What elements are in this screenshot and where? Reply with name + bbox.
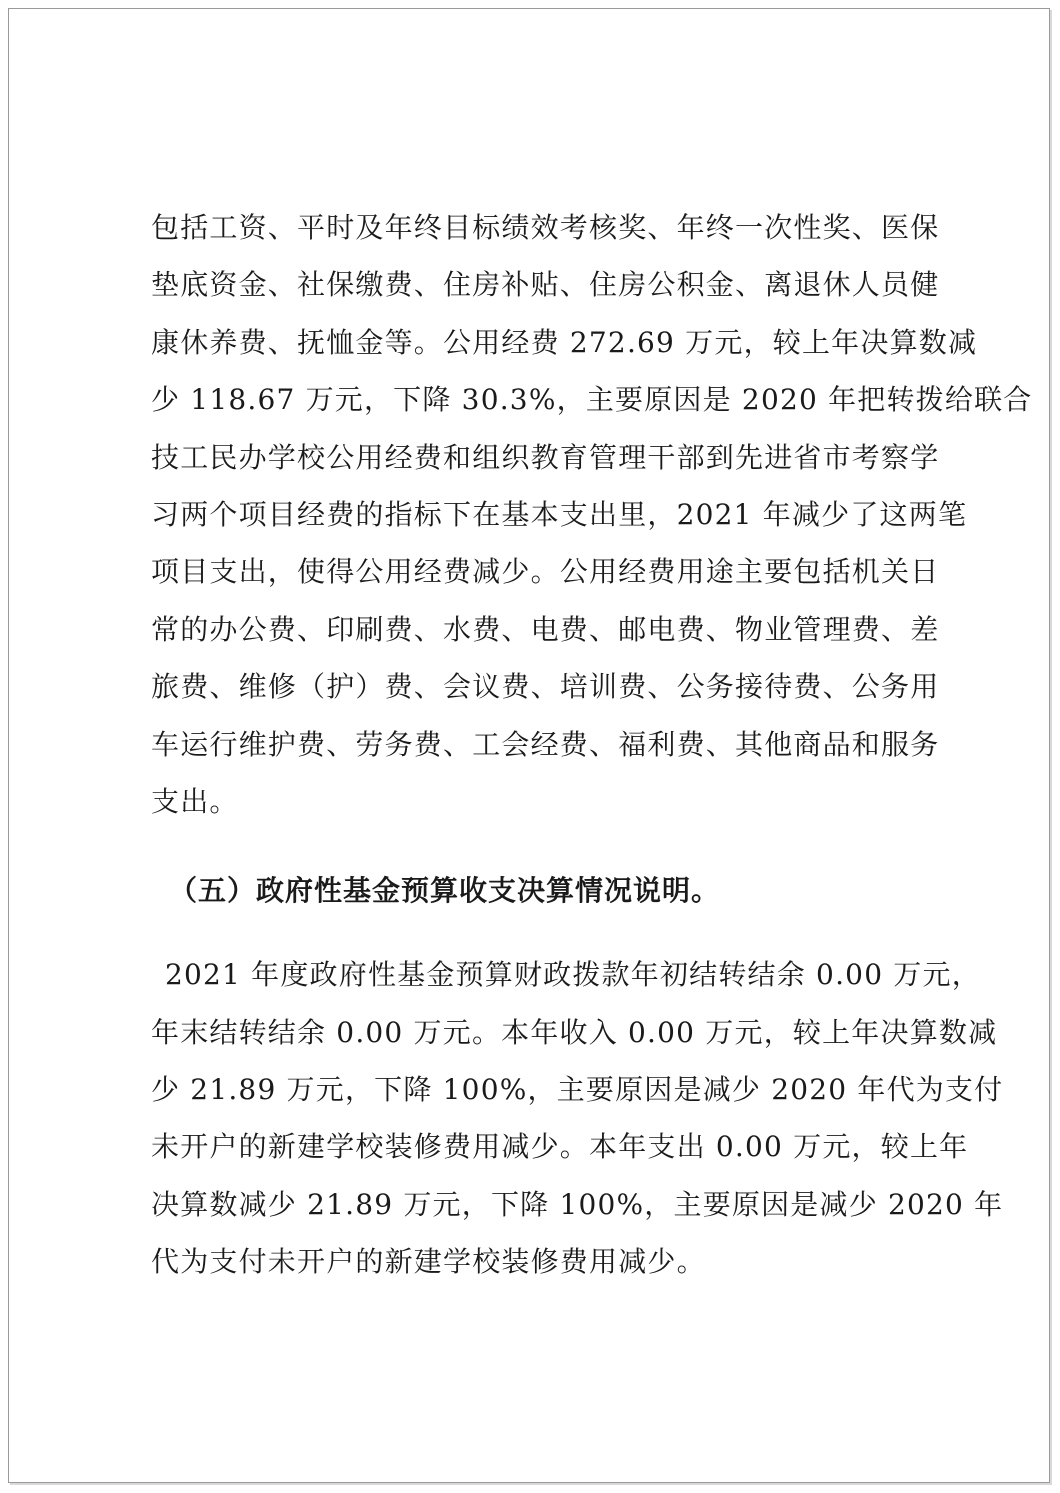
- paragraph-line: 垫底资金、社保缴费、住房补贴、住房公积金、离退休人员健: [151, 268, 940, 302]
- paragraph-line: 少 118.67 万元，下降 30.3%，主要原因是 2020 年把转拨给联合: [151, 383, 1033, 417]
- paragraph-line: 少 21.89 万元，下降 100%，主要原因是减少 2020 年代为支付: [151, 1073, 1004, 1107]
- paragraph-line: 技工民办学校公用经费和组织教育管理干部到先进省市考察学: [151, 440, 940, 474]
- paragraph-line: 旅费、维修（护）费、会议费、培训费、公务接待费、公务用: [151, 670, 940, 704]
- paragraph-personnel-and-public-expenses: [151, 199, 1033, 830]
- paragraph-line: 支出。: [151, 784, 239, 818]
- paragraph-government-fund-budget: [151, 946, 1004, 1290]
- paragraph-line: 习两个项目经费的指标下在基本支出里，2021 年减少了这两笔: [151, 497, 968, 531]
- paragraph-line: 包括工资、平时及年终目标绩效考核奖、年终一次性奖、医保: [151, 211, 940, 244]
- paragraph-line: 年末结转结余 0.00 万元。本年收入 0.00 万元，较上年决算数减: [151, 1015, 998, 1049]
- section-heading: （五）政府性基金预算收支决算情况说明。: [169, 874, 721, 908]
- paragraph-line: 项目支出，使得公用经费减少。公用经费用途主要包括机关日: [151, 555, 940, 589]
- paragraph-line: 车运行维护费、劳务费、工会经费、福利费、其他商品和服务: [151, 727, 940, 761]
- document-page: [8, 8, 1050, 1483]
- paragraph-line: 2021 年度政府性基金预算财政拨款年初结转结余 0.00 万元，: [165, 958, 981, 992]
- paragraph-line: 康休养费、抚恤金等。公用经费 272.69 万元，较上年决算数减: [151, 325, 978, 359]
- paragraph-line: 代为支付未开户的新建学校装修费用减少。: [151, 1245, 706, 1279]
- paragraph-line: 未开户的新建学校装修费用减少。本年支出 0.00 万元，较上年: [151, 1130, 969, 1164]
- paragraph-line: 常的办公费、印刷费、水费、电费、邮电费、物业管理费、差: [151, 612, 940, 646]
- page-content: [151, 199, 1033, 1291]
- paragraph-line: 决算数减少 21.89 万元，下降 100%，主要原因是减少 2020 年: [151, 1187, 1004, 1221]
